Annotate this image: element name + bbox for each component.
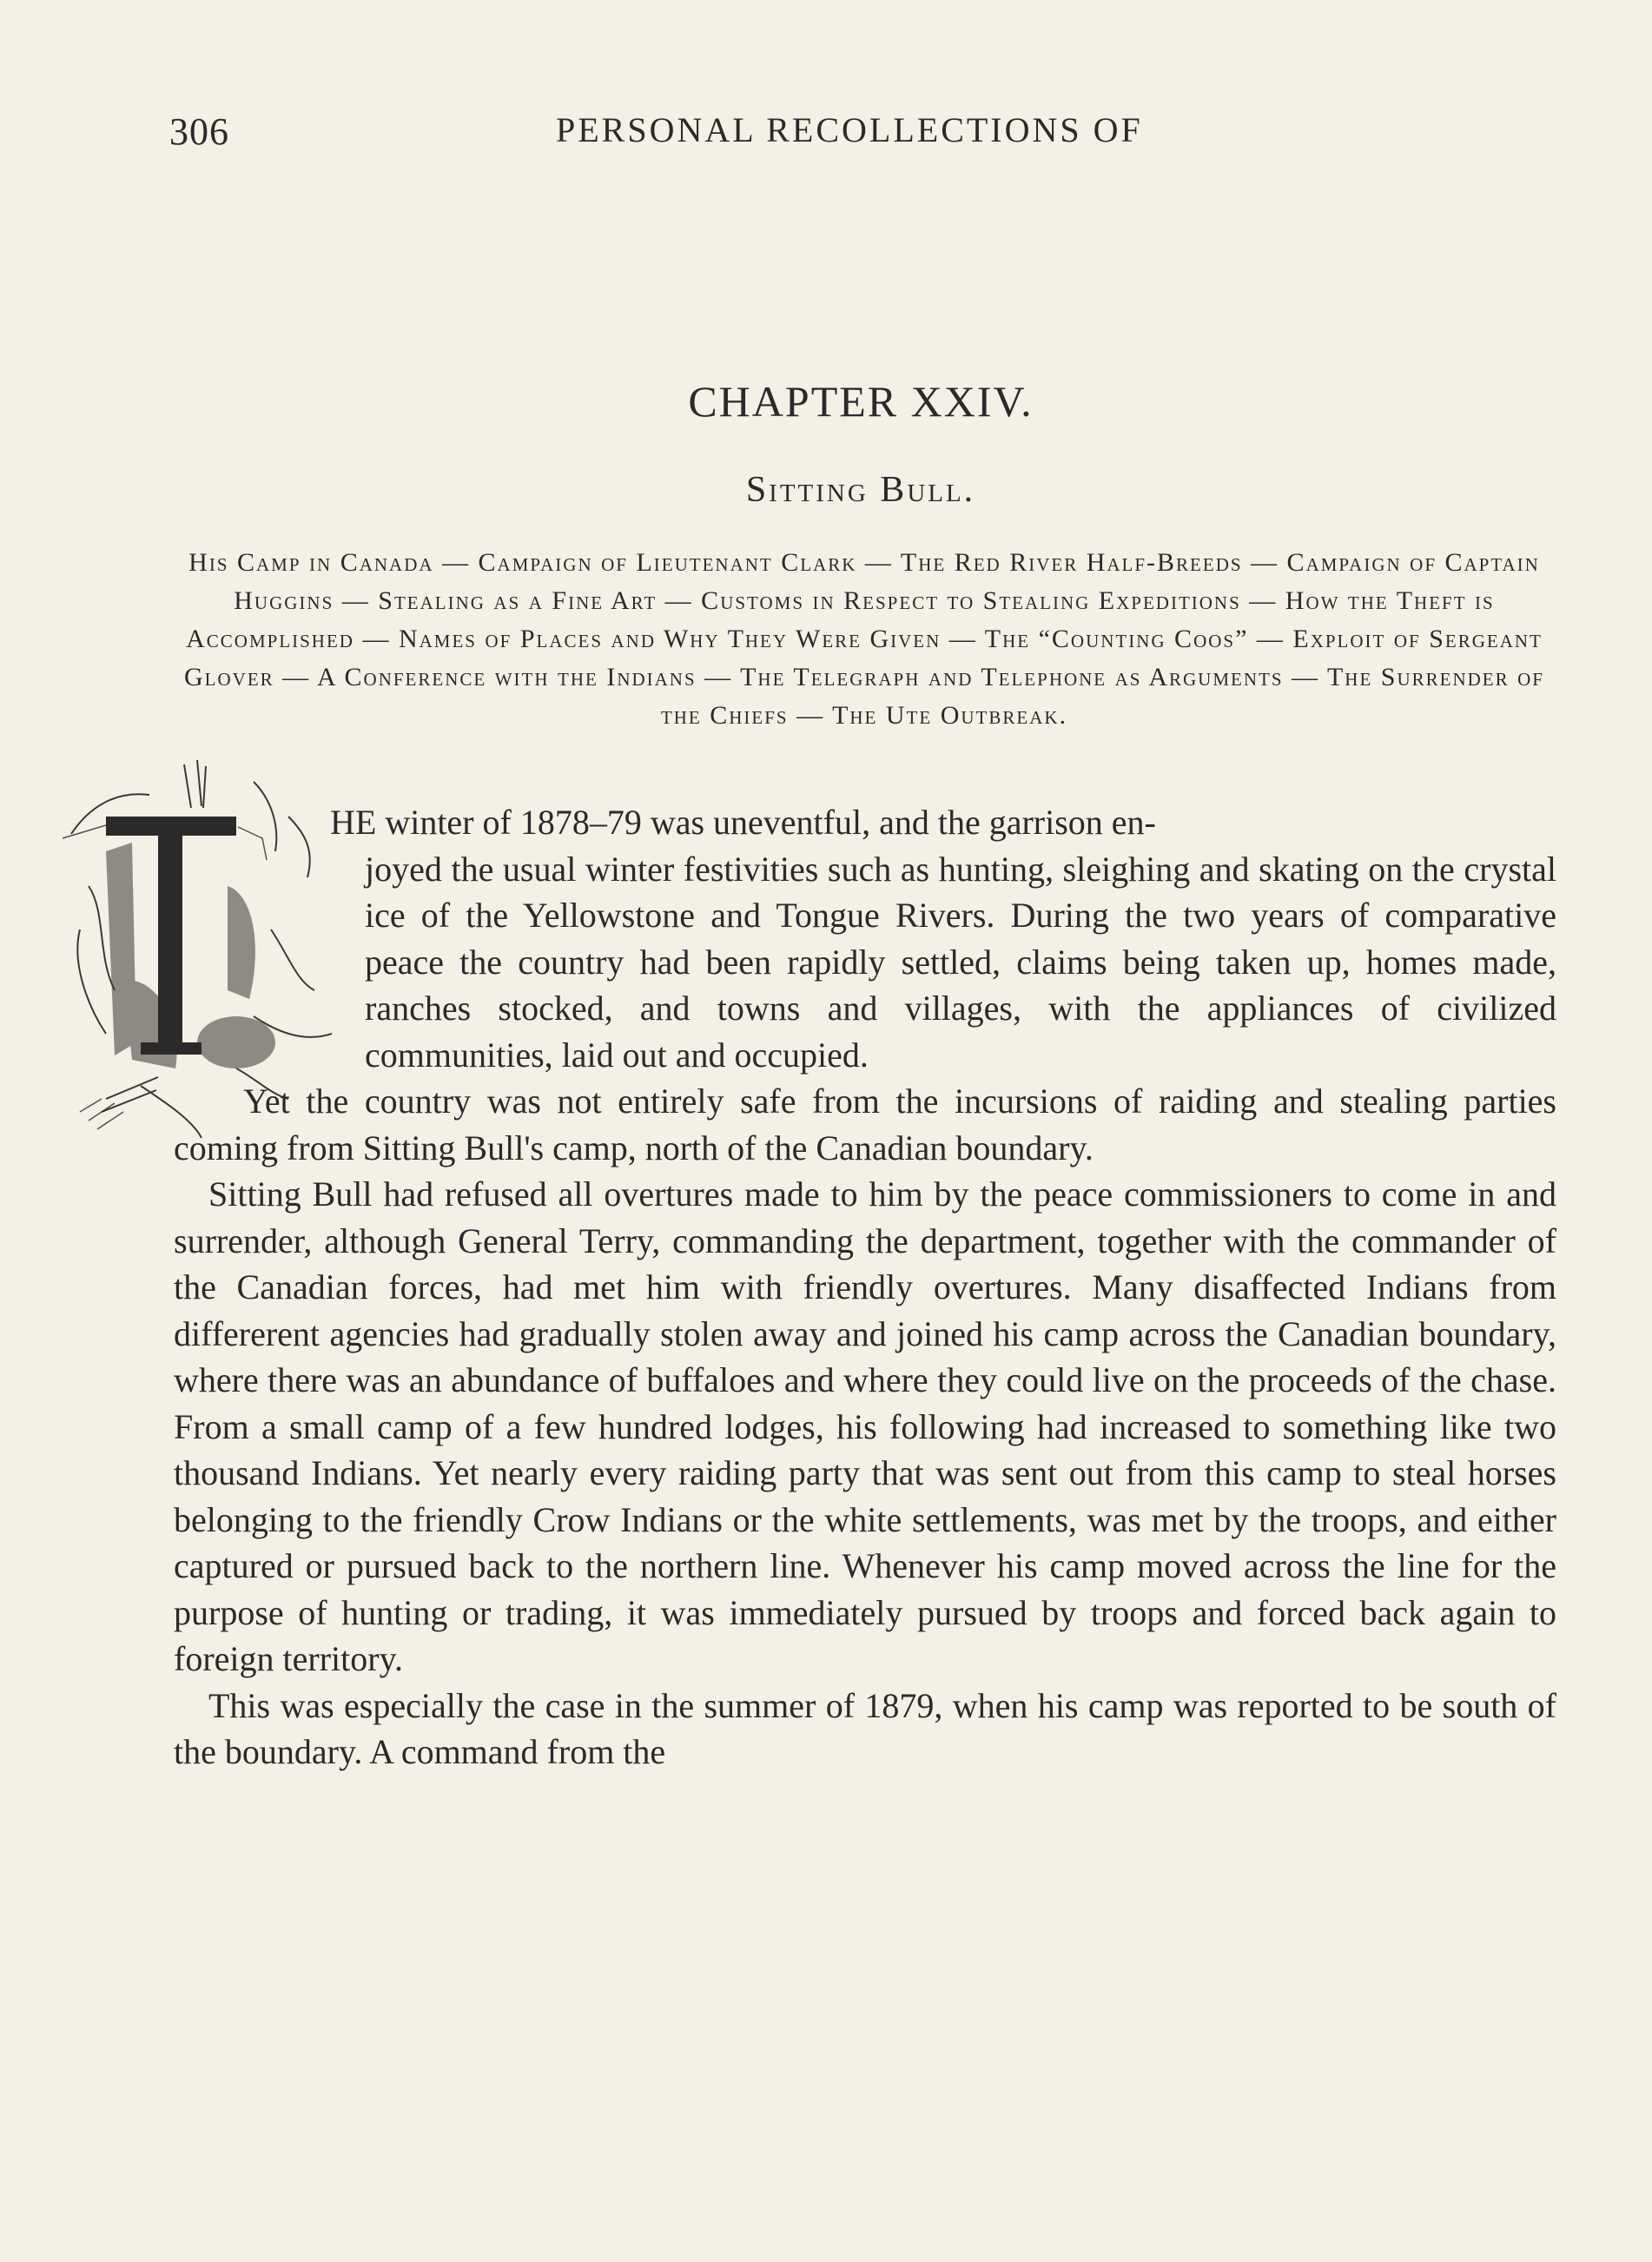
paragraph: Yet the country was not entirely safe from the incursions of raiding and stealing parties coming from Sitting Bull's camp, north of the Canadian boundary. <box>174 1081 1556 1167</box>
opening-paragraph <box>330 799 1556 1078</box>
chapter-heading: CHAPTER XXIV. <box>688 377 1034 426</box>
body-text <box>174 799 1556 1776</box>
page-number: 306 <box>169 110 229 153</box>
running-title: PERSONAL RECOLLECTIONS OF <box>556 110 1143 149</box>
opening-first-line: HE winter of 1878–79 was uneventful, and the garrison en- <box>330 803 1156 842</box>
paragraph: This was especially the case in the summer of 1879, when his camp was reported to be south of the boundary. A command from the <box>174 1685 1556 1771</box>
running-head <box>169 109 1550 162</box>
chapter-subtitle: Sitting Bull. <box>745 470 976 510</box>
paragraph: Sitting Bull had refused all overtures made to him by the peace commissioners to come in and surrender, although General Terry, commanding the department, together with the commander of the Canadian forces, had met him with friendly overtures. Many disaffected Indians from differerent agencies had gradually stolen away and joined his camp across the Canadian boundary, where there was an abundance of buffaloes and where they could live on the proceeds of the chase. From a small camp of a few hundred lodges, his following had increased to something like two thousand Indians. Yet nearly every raiding party that was sent out from this camp to steal horses belonging to the friendly Crow Indians or the white settlements, was met by the troops, and either captured or pursued back to the northern line. Whenever his camp moved across the line for the purpose of hunting or trading, it was immediately pursued by troops and forced back again to foreign territory. <box>174 1174 1556 1678</box>
chapter-synopsis: His Camp in Canada — Campaign of Lieutenant Clark — The Red River Half-Breeds — Campaign of Captain Huggins — Stealing as a Fine Art — Customs in Respect to Stealing Expeditions — How the Theft is Accomplished — Names of Places and Why They Were Given — The “Counting Coos” — Exploit of Sergeant Glover — A Conference with the Indians — The Telegraph and Telephone as Arguments — The Surrender of the Chiefs — The Ute Outbreak. <box>184 548 1544 730</box>
opening-continuation: joyed the usual winter festivities such as hunting, sleighing and skating on the crystal ice of the Yellowstone and Tongue Rivers. During the two years of comparative peace the country had been rapidly settled, claims being taken up, homes made, ranches stocked, and towns and villages, with the appliances of civilized communities, laid out and occupied. <box>365 849 1556 1075</box>
